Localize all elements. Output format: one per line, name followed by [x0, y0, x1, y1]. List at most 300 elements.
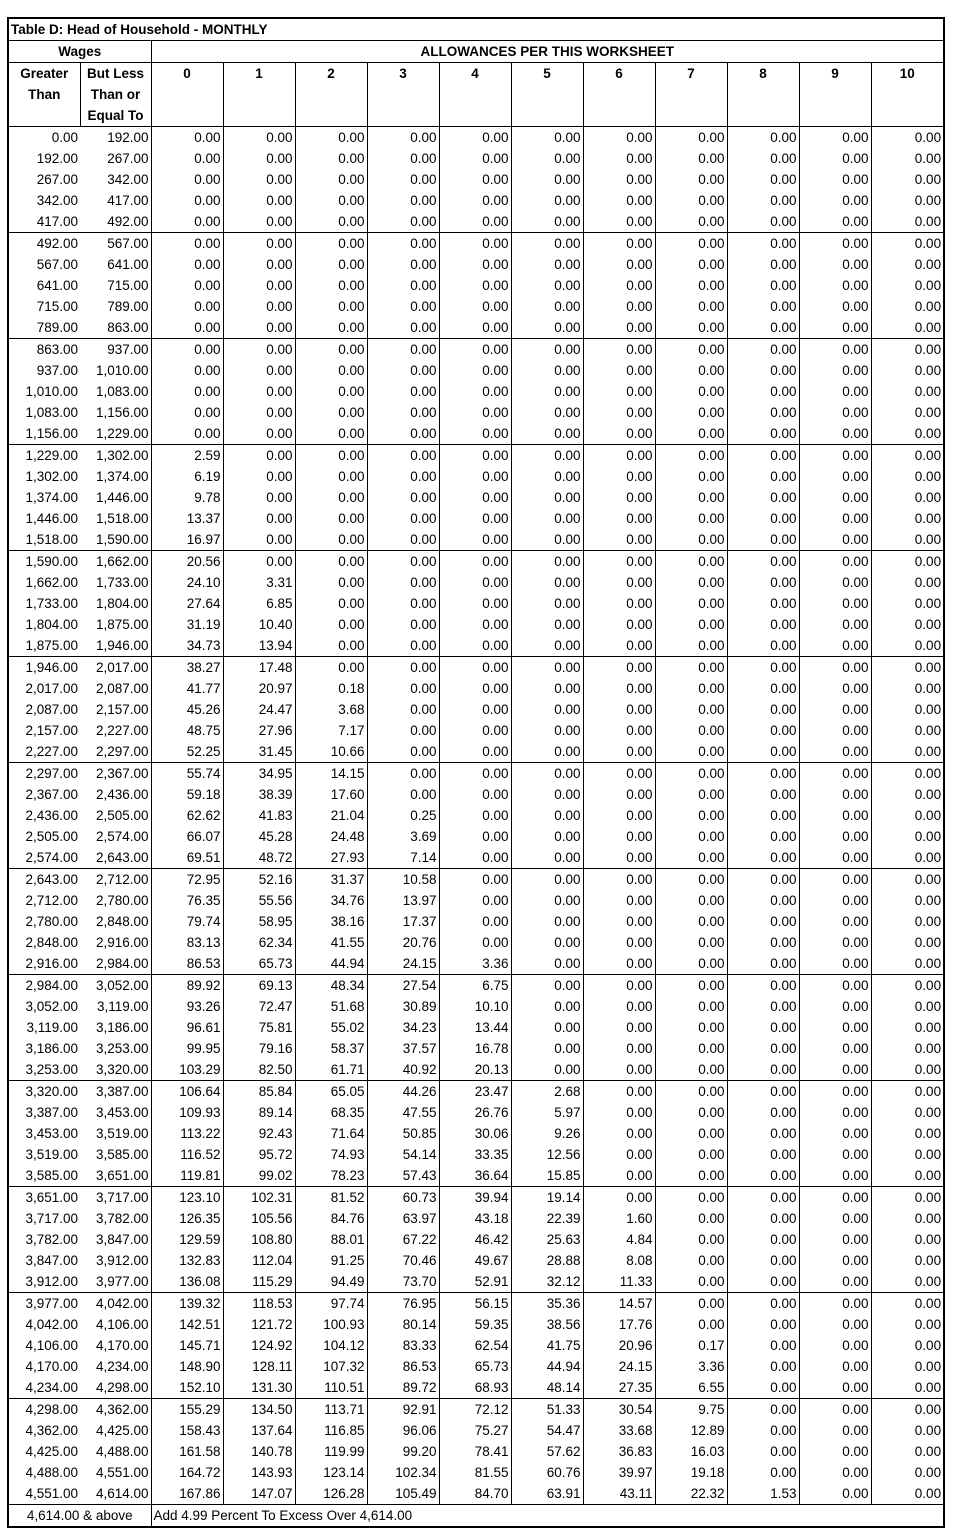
withholding-cell-allowance-0: 52.25 [151, 741, 223, 763]
withholding-cell-allowance-4: 0.00 [439, 402, 511, 423]
withholding-cell-allowance-7: 0.00 [655, 466, 727, 487]
withholding-cell-allowance-0: 16.97 [151, 529, 223, 551]
withholding-cell-allowance-4: 0.00 [439, 593, 511, 614]
withholding-cell-allowance-2: 14.15 [295, 763, 367, 785]
wage-but-less-cell: 2,780.00 [80, 890, 151, 911]
withholding-cell-allowance-0: 148.90 [151, 1356, 223, 1377]
withholding-cell-allowance-8: 0.00 [727, 1187, 799, 1209]
withholding-cell-allowance-3: 17.37 [367, 911, 439, 932]
wage-greater-than-cell: 3,320.00 [8, 1081, 80, 1103]
withholding-cell-allowance-6: 0.00 [583, 869, 655, 891]
withholding-cell-allowance-7: 0.00 [655, 805, 727, 826]
withholding-cell-allowance-7: 0.00 [655, 953, 727, 975]
withholding-cell-allowance-10: 0.00 [871, 1483, 944, 1505]
withholding-cell-allowance-0: 0.00 [151, 211, 223, 233]
withholding-cell-allowance-9: 0.00 [799, 741, 871, 763]
wage-greater-than-cell: 715.00 [8, 296, 80, 317]
withholding-cell-allowance-7: 0.00 [655, 1165, 727, 1187]
withholding-cell-allowance-6: 0.00 [583, 551, 655, 573]
withholding-cell-allowance-10: 0.00 [871, 317, 944, 339]
withholding-cell-allowance-3: 0.00 [367, 699, 439, 720]
withholding-cell-allowance-10: 0.00 [871, 1462, 944, 1483]
withholding-cell-allowance-7: 12.89 [655, 1420, 727, 1441]
withholding-cell-allowance-1: 0.00 [223, 529, 295, 551]
withholding-cell-allowance-0: 59.18 [151, 784, 223, 805]
withholding-cell-allowance-3: 10.58 [367, 869, 439, 891]
withholding-cell-allowance-10: 0.00 [871, 593, 944, 614]
wage-greater-than-cell: 1,875.00 [8, 635, 80, 657]
withholding-cell-allowance-7: 0.00 [655, 508, 727, 529]
withholding-cell-allowance-4: 62.54 [439, 1335, 511, 1356]
withholding-cell-allowance-8: 0.00 [727, 1038, 799, 1059]
table-row [8, 317, 944, 339]
withholding-cell-allowance-8: 0.00 [727, 741, 799, 763]
withholding-cell-allowance-7: 0.00 [655, 1081, 727, 1103]
withholding-cell-allowance-2: 100.93 [295, 1314, 367, 1335]
withholding-cell-allowance-8: 0.00 [727, 635, 799, 657]
wage-but-less-cell: 641.00 [80, 254, 151, 275]
wage-but-less-cell: 3,253.00 [80, 1038, 151, 1059]
withholding-cell-allowance-4: 10.10 [439, 996, 511, 1017]
withholding-cell-allowance-3: 50.85 [367, 1123, 439, 1144]
withholding-cell-allowance-5: 22.39 [511, 1208, 583, 1229]
withholding-cell-allowance-9: 0.00 [799, 1165, 871, 1187]
withholding-cell-allowance-9: 0.00 [799, 445, 871, 467]
withholding-cell-allowance-2: 107.32 [295, 1356, 367, 1377]
withholding-cell-allowance-1: 99.02 [223, 1165, 295, 1187]
wage-but-less-cell: 3,782.00 [80, 1208, 151, 1229]
withholding-cell-allowance-3: 0.00 [367, 508, 439, 529]
withholding-cell-allowance-0: 0.00 [151, 190, 223, 211]
withholding-cell-allowance-9: 0.00 [799, 763, 871, 785]
withholding-cell-allowance-2: 0.00 [295, 423, 367, 445]
withholding-cell-allowance-8: 0.00 [727, 1165, 799, 1187]
withholding-cell-allowance-5: 0.00 [511, 529, 583, 551]
wage-greater-than-cell: 3,651.00 [8, 1187, 80, 1209]
withholding-cell-allowance-9: 0.00 [799, 1038, 871, 1059]
withholding-cell-allowance-2: 27.93 [295, 847, 367, 869]
wage-greater-than-cell: 1,374.00 [8, 487, 80, 508]
withholding-cell-allowance-8: 0.00 [727, 1293, 799, 1315]
withholding-cell-allowance-10: 0.00 [871, 847, 944, 869]
withholding-cell-allowance-7: 0.00 [655, 423, 727, 445]
col-header-allowance-2: 2 [295, 63, 367, 85]
withholding-cell-allowance-4: 0.00 [439, 275, 511, 296]
withholding-cell-allowance-7: 0.00 [655, 657, 727, 679]
withholding-cell-allowance-9: 0.00 [799, 551, 871, 573]
withholding-cell-allowance-2: 61.71 [295, 1059, 367, 1081]
withholding-cell-allowance-0: 2.59 [151, 445, 223, 467]
withholding-cell-allowance-10: 0.00 [871, 572, 944, 593]
withholding-cell-allowance-6: 0.00 [583, 593, 655, 614]
withholding-cell-allowance-4: 0.00 [439, 720, 511, 741]
table-row [8, 169, 944, 190]
withholding-cell-allowance-8: 0.00 [727, 1271, 799, 1293]
withholding-cell-allowance-5: 0.00 [511, 381, 583, 402]
withholding-cell-allowance-3: 40.92 [367, 1059, 439, 1081]
withholding-cell-allowance-5: 0.00 [511, 720, 583, 741]
wage-greater-than-cell: 2,157.00 [8, 720, 80, 741]
withholding-cell-allowance-7: 0.00 [655, 402, 727, 423]
withholding-cell-allowance-6: 1.60 [583, 1208, 655, 1229]
withholding-cell-allowance-4: 0.00 [439, 211, 511, 233]
wage-greater-than-cell: 1,733.00 [8, 593, 80, 614]
withholding-cell-allowance-1: 0.00 [223, 148, 295, 169]
withholding-cell-allowance-10: 0.00 [871, 1441, 944, 1462]
withholding-cell-allowance-0: 0.00 [151, 254, 223, 275]
withholding-cell-allowance-9: 0.00 [799, 805, 871, 826]
wage-but-less-cell: 1,302.00 [80, 445, 151, 467]
withholding-cell-allowance-3: 54.14 [367, 1144, 439, 1165]
withholding-cell-allowance-7: 0.00 [655, 317, 727, 339]
table-row [8, 805, 944, 826]
withholding-cell-allowance-10: 0.00 [871, 1123, 944, 1144]
wage-greater-than-cell: 1,083.00 [8, 402, 80, 423]
col-header-allowance-4 [439, 84, 511, 105]
withholding-cell-allowance-9: 0.00 [799, 911, 871, 932]
withholding-cell-allowance-7: 0.00 [655, 529, 727, 551]
withholding-cell-allowance-9: 0.00 [799, 339, 871, 361]
withholding-cell-allowance-7: 0.00 [655, 996, 727, 1017]
withholding-cell-allowance-8: 0.00 [727, 1102, 799, 1123]
withholding-cell-allowance-4: 0.00 [439, 233, 511, 255]
withholding-cell-allowance-2: 31.37 [295, 869, 367, 891]
withholding-cell-allowance-4: 59.35 [439, 1314, 511, 1335]
withholding-cell-allowance-4: 0.00 [439, 847, 511, 869]
withholding-cell-allowance-5: 0.00 [511, 360, 583, 381]
withholding-cell-allowance-2: 97.74 [295, 1293, 367, 1315]
withholding-cell-allowance-8: 0.00 [727, 487, 799, 508]
withholding-cell-allowance-10: 0.00 [871, 1017, 944, 1038]
withholding-cell-allowance-6: 0.00 [583, 975, 655, 997]
table-row [8, 275, 944, 296]
withholding-cell-allowance-4: 0.00 [439, 805, 511, 826]
withholding-cell-allowance-3: 0.00 [367, 275, 439, 296]
withholding-cell-allowance-8: 0.00 [727, 975, 799, 997]
withholding-cell-allowance-3: 0.00 [367, 254, 439, 275]
col-header-allowance-7 [655, 105, 727, 127]
withholding-cell-allowance-2: 0.00 [295, 127, 367, 149]
withholding-cell-allowance-1: 0.00 [223, 211, 295, 233]
withholding-cell-allowance-8: 0.00 [727, 1335, 799, 1356]
wage-greater-than-cell: 2,367.00 [8, 784, 80, 805]
withholding-cell-allowance-4: 0.00 [439, 254, 511, 275]
wage-greater-than-cell: 1,156.00 [8, 423, 80, 445]
withholding-cell-allowance-5: 0.00 [511, 508, 583, 529]
withholding-cell-allowance-3: 89.72 [367, 1377, 439, 1399]
table-row [8, 487, 944, 508]
withholding-cell-allowance-7: 0.00 [655, 551, 727, 573]
withholding-cell-allowance-1: 137.64 [223, 1420, 295, 1441]
withholding-cell-allowance-7: 0.00 [655, 1187, 727, 1209]
withholding-cell-allowance-5: 0.00 [511, 635, 583, 657]
withholding-cell-allowance-7: 0.00 [655, 593, 727, 614]
withholding-cell-allowance-5: 63.91 [511, 1483, 583, 1505]
withholding-cell-allowance-8: 0.00 [727, 296, 799, 317]
withholding-cell-allowance-8: 0.00 [727, 1441, 799, 1462]
withholding-cell-allowance-5: 0.00 [511, 1038, 583, 1059]
withholding-cell-allowance-6: 30.54 [583, 1399, 655, 1421]
withholding-cell-allowance-8: 0.00 [727, 1059, 799, 1081]
withholding-cell-allowance-0: 161.58 [151, 1441, 223, 1462]
wage-but-less-cell: 192.00 [80, 127, 151, 149]
withholding-cell-allowance-9: 0.00 [799, 1377, 871, 1399]
withholding-cell-allowance-3: 73.70 [367, 1271, 439, 1293]
withholding-cell-allowance-3: 44.26 [367, 1081, 439, 1103]
withholding-cell-allowance-9: 0.00 [799, 720, 871, 741]
withholding-cell-allowance-7: 0.00 [655, 572, 727, 593]
withholding-cell-allowance-5: 0.00 [511, 763, 583, 785]
withholding-cell-allowance-7: 0.00 [655, 1144, 727, 1165]
withholding-cell-allowance-6: 0.00 [583, 1165, 655, 1187]
withholding-cell-allowance-9: 0.00 [799, 211, 871, 233]
withholding-cell-allowance-3: 0.00 [367, 317, 439, 339]
withholding-cell-allowance-1: 0.00 [223, 487, 295, 508]
withholding-cell-allowance-0: 152.10 [151, 1377, 223, 1399]
withholding-cell-allowance-10: 0.00 [871, 784, 944, 805]
withholding-cell-allowance-0: 129.59 [151, 1229, 223, 1250]
withholding-cell-allowance-9: 0.00 [799, 1271, 871, 1293]
withholding-cell-allowance-7: 0.00 [655, 169, 727, 190]
withholding-cell-allowance-5: 0.00 [511, 572, 583, 593]
withholding-cell-allowance-2: 0.00 [295, 551, 367, 573]
withholding-cell-allowance-2: 0.00 [295, 211, 367, 233]
withholding-cell-allowance-9: 0.00 [799, 1420, 871, 1441]
withholding-cell-allowance-8: 0.00 [727, 657, 799, 679]
withholding-cell-allowance-9: 0.00 [799, 996, 871, 1017]
wage-but-less-cell: 2,436.00 [80, 784, 151, 805]
withholding-cell-allowance-1: 124.92 [223, 1335, 295, 1356]
withholding-cell-allowance-9: 0.00 [799, 678, 871, 699]
withholding-cell-allowance-3: 0.00 [367, 593, 439, 614]
withholding-cell-allowance-4: 0.00 [439, 551, 511, 573]
withholding-cell-allowance-1: 6.85 [223, 593, 295, 614]
table-row [8, 254, 944, 275]
withholding-cell-allowance-9: 0.00 [799, 847, 871, 869]
wages-header: Wages [8, 41, 151, 63]
withholding-cell-allowance-10: 0.00 [871, 402, 944, 423]
withholding-cell-allowance-8: 0.00 [727, 1399, 799, 1421]
withholding-cell-allowance-8: 0.00 [727, 1017, 799, 1038]
withholding-cell-allowance-10: 0.00 [871, 678, 944, 699]
table-row [8, 1081, 944, 1103]
withholding-cell-allowance-9: 0.00 [799, 381, 871, 402]
withholding-cell-allowance-8: 0.00 [727, 317, 799, 339]
wage-but-less-cell: 2,157.00 [80, 699, 151, 720]
withholding-cell-allowance-0: 167.86 [151, 1483, 223, 1505]
table-row [8, 1441, 944, 1462]
wage-but-less-cell: 3,119.00 [80, 996, 151, 1017]
withholding-cell-allowance-2: 0.00 [295, 529, 367, 551]
withholding-cell-allowance-3: 3.69 [367, 826, 439, 847]
withholding-cell-allowance-5: 0.00 [511, 402, 583, 423]
withholding-cell-allowance-9: 0.00 [799, 1081, 871, 1103]
wage-greater-than-cell: 2,436.00 [8, 805, 80, 826]
withholding-cell-allowance-5: 25.63 [511, 1229, 583, 1250]
table-row [8, 784, 944, 805]
withholding-cell-allowance-8: 0.00 [727, 1377, 799, 1399]
footer-range-label: 4,614.00 & above [8, 1505, 151, 1528]
withholding-cell-allowance-8: 0.00 [727, 911, 799, 932]
withholding-cell-allowance-6: 0.00 [583, 678, 655, 699]
withholding-cell-allowance-6: 0.00 [583, 847, 655, 869]
withholding-cell-allowance-4: 26.76 [439, 1102, 511, 1123]
withholding-cell-allowance-4: 13.44 [439, 1017, 511, 1038]
withholding-cell-allowance-6: 11.33 [583, 1271, 655, 1293]
wage-greater-than-cell: 2,984.00 [8, 975, 80, 997]
withholding-cell-allowance-4: 0.00 [439, 890, 511, 911]
withholding-cell-allowance-6: 0.00 [583, 1123, 655, 1144]
col-header-greater-than [8, 105, 80, 127]
withholding-cell-allowance-9: 0.00 [799, 296, 871, 317]
col-header-allowance-10 [871, 105, 944, 127]
withholding-cell-allowance-4: 0.00 [439, 360, 511, 381]
withholding-cell-allowance-8: 0.00 [727, 529, 799, 551]
withholding-cell-allowance-5: 0.00 [511, 869, 583, 891]
withholding-cell-allowance-8: 0.00 [727, 720, 799, 741]
withholding-cell-allowance-0: 136.08 [151, 1271, 223, 1293]
withholding-cell-allowance-10: 0.00 [871, 423, 944, 445]
withholding-cell-allowance-5: 15.85 [511, 1165, 583, 1187]
withholding-cell-allowance-6: 27.35 [583, 1377, 655, 1399]
withholding-cell-allowance-8: 0.00 [727, 1250, 799, 1271]
wage-greater-than-cell: 3,052.00 [8, 996, 80, 1017]
withholding-cell-allowance-2: 0.00 [295, 381, 367, 402]
withholding-cell-allowance-4: 0.00 [439, 741, 511, 763]
withholding-cell-allowance-5: 44.94 [511, 1356, 583, 1377]
withholding-cell-allowance-9: 0.00 [799, 1187, 871, 1209]
withholding-cell-allowance-2: 71.64 [295, 1123, 367, 1144]
withholding-cell-allowance-8: 0.00 [727, 423, 799, 445]
withholding-cell-allowance-4: 52.91 [439, 1271, 511, 1293]
withholding-cell-allowance-10: 0.00 [871, 932, 944, 953]
withholding-cell-allowance-3: 63.97 [367, 1208, 439, 1229]
withholding-cell-allowance-1: 75.81 [223, 1017, 295, 1038]
withholding-cell-allowance-2: 68.35 [295, 1102, 367, 1123]
withholding-cell-allowance-2: 0.00 [295, 445, 367, 467]
withholding-cell-allowance-0: 0.00 [151, 317, 223, 339]
withholding-cell-allowance-0: 79.74 [151, 911, 223, 932]
withholding-cell-allowance-6: 0.00 [583, 635, 655, 657]
wage-greater-than-cell: 4,234.00 [8, 1377, 80, 1399]
withholding-cell-allowance-1: 0.00 [223, 508, 295, 529]
withholding-cell-allowance-2: 0.00 [295, 360, 367, 381]
withholding-cell-allowance-0: 164.72 [151, 1462, 223, 1483]
wage-greater-than-cell: 4,362.00 [8, 1420, 80, 1441]
withholding-cell-allowance-0: 99.95 [151, 1038, 223, 1059]
col-header-allowance-9 [799, 105, 871, 127]
table-row [8, 890, 944, 911]
withholding-cell-allowance-9: 0.00 [799, 975, 871, 997]
withholding-cell-allowance-2: 0.00 [295, 466, 367, 487]
col-header-but-less-than: Than or [80, 84, 151, 105]
withholding-cell-allowance-3: 37.57 [367, 1038, 439, 1059]
wage-but-less-cell: 2,848.00 [80, 911, 151, 932]
withholding-cell-allowance-9: 0.00 [799, 1335, 871, 1356]
withholding-cell-allowance-7: 0.00 [655, 847, 727, 869]
withholding-cell-allowance-2: 123.14 [295, 1462, 367, 1483]
withholding-cell-allowance-2: 3.68 [295, 699, 367, 720]
withholding-cell-allowance-4: 0.00 [439, 423, 511, 445]
withholding-cell-allowance-9: 0.00 [799, 127, 871, 149]
withholding-cell-allowance-10: 0.00 [871, 508, 944, 529]
withholding-cell-allowance-3: 0.00 [367, 741, 439, 763]
withholding-cell-allowance-4: 39.94 [439, 1187, 511, 1209]
withholding-cell-allowance-6: 33.68 [583, 1420, 655, 1441]
withholding-cell-allowance-1: 0.00 [223, 381, 295, 402]
col-header-allowance-3 [367, 105, 439, 127]
withholding-cell-allowance-6: 24.15 [583, 1356, 655, 1377]
withholding-cell-allowance-10: 0.00 [871, 169, 944, 190]
withholding-cell-allowance-6: 0.00 [583, 784, 655, 805]
withholding-cell-allowance-8: 0.00 [727, 996, 799, 1017]
withholding-cell-allowance-2: 110.51 [295, 1377, 367, 1399]
withholding-cell-allowance-2: 0.00 [295, 487, 367, 508]
withholding-cell-allowance-2: 74.93 [295, 1144, 367, 1165]
withholding-cell-allowance-2: 0.00 [295, 593, 367, 614]
withholding-cell-allowance-7: 0.00 [655, 741, 727, 763]
withholding-cell-allowance-10: 0.00 [871, 1144, 944, 1165]
withholding-cell-allowance-1: 0.00 [223, 254, 295, 275]
withholding-cell-allowance-3: 13.97 [367, 890, 439, 911]
wage-greater-than-cell: 3,387.00 [8, 1102, 80, 1123]
withholding-cell-allowance-1: 89.14 [223, 1102, 295, 1123]
withholding-cell-allowance-4: 0.00 [439, 826, 511, 847]
withholding-cell-allowance-10: 0.00 [871, 1208, 944, 1229]
col-header-greater-than: Greater [8, 63, 80, 85]
withholding-cell-allowance-5: 32.12 [511, 1271, 583, 1293]
withholding-cell-allowance-8: 0.00 [727, 275, 799, 296]
withholding-cell-allowance-1: 105.56 [223, 1208, 295, 1229]
withholding-cell-allowance-10: 0.00 [871, 275, 944, 296]
wage-but-less-cell: 3,585.00 [80, 1144, 151, 1165]
col-header-allowance-5 [511, 84, 583, 105]
withholding-cell-allowance-7: 0.00 [655, 1271, 727, 1293]
wage-but-less-cell: 4,170.00 [80, 1335, 151, 1356]
wage-greater-than-cell: 2,227.00 [8, 741, 80, 763]
table-row [8, 423, 944, 445]
withholding-cell-allowance-0: 66.07 [151, 826, 223, 847]
withholding-cell-allowance-2: 10.66 [295, 741, 367, 763]
withholding-cell-allowance-0: 13.37 [151, 508, 223, 529]
wage-but-less-cell: 3,320.00 [80, 1059, 151, 1081]
withholding-cell-allowance-7: 0.00 [655, 381, 727, 402]
wage-greater-than-cell: 2,712.00 [8, 890, 80, 911]
withholding-cell-allowance-8: 0.00 [727, 869, 799, 891]
withholding-cell-allowance-5: 0.00 [511, 678, 583, 699]
tax-table-sheet [7, 17, 945, 1528]
withholding-cell-allowance-0: 55.74 [151, 763, 223, 785]
withholding-cell-allowance-5: 0.00 [511, 466, 583, 487]
table-row [8, 1017, 944, 1038]
withholding-cell-allowance-10: 0.00 [871, 996, 944, 1017]
withholding-cell-allowance-6: 0.00 [583, 996, 655, 1017]
withholding-cell-allowance-5: 19.14 [511, 1187, 583, 1209]
table-row [8, 699, 944, 720]
table-row [8, 953, 944, 975]
table-row [8, 678, 944, 699]
withholding-cell-allowance-3: 96.06 [367, 1420, 439, 1441]
col-header-allowance-9 [799, 84, 871, 105]
withholding-cell-allowance-6: 0.00 [583, 445, 655, 467]
withholding-cell-allowance-9: 0.00 [799, 1208, 871, 1229]
withholding-cell-allowance-2: 0.00 [295, 402, 367, 423]
withholding-cell-allowance-10: 0.00 [871, 1165, 944, 1187]
withholding-cell-allowance-10: 0.00 [871, 869, 944, 891]
withholding-cell-allowance-0: 103.29 [151, 1059, 223, 1081]
table-row [8, 911, 944, 932]
withholding-cell-allowance-8: 0.00 [727, 466, 799, 487]
